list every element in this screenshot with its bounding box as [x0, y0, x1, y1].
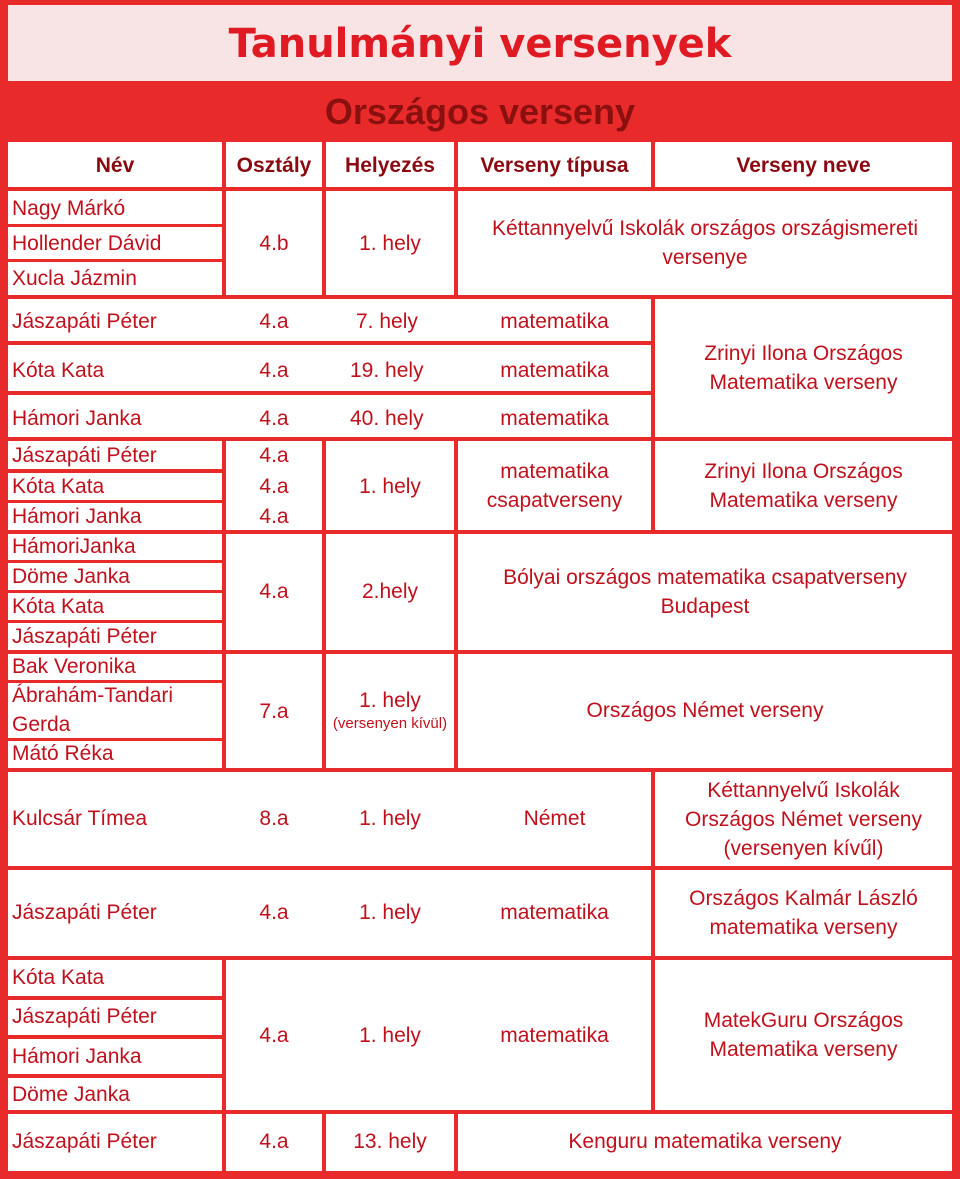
class-value: 7.a	[259, 700, 289, 723]
place-value: 1. hely	[359, 901, 421, 924]
place-value: 1. hely	[359, 232, 421, 255]
place-value: 1. hely	[359, 475, 421, 498]
student-name: Kóta Kata	[12, 966, 105, 989]
student-name: Döme Janka	[12, 565, 130, 588]
competition-type: matematika csapatverseny	[486, 459, 623, 512]
student-name: HámoriJanka	[12, 535, 136, 558]
class-value: 8.a	[259, 807, 289, 830]
class-value: 4.a	[259, 901, 289, 924]
page-title: Tanulmányi versenyek	[228, 21, 732, 67]
competition-name: Kenguru matematika verseny	[568, 1130, 842, 1153]
place-value: 1. hely	[359, 689, 421, 712]
competition-name: Országos Kalmár László matematika verseny	[689, 887, 918, 939]
student-name: Nagy Márkó	[12, 197, 126, 220]
header-type: Verseny típusa	[480, 154, 629, 177]
place-value: 19. hely	[350, 359, 424, 382]
student-name: Kóta Kata	[12, 595, 105, 618]
place-value: 7. hely	[356, 310, 418, 333]
header-place: Helyezés	[345, 154, 435, 177]
class-value: 4.a	[259, 1024, 289, 1047]
student-name: Jászapáti Péter	[12, 1130, 157, 1153]
student-name: Kóta Kata	[12, 359, 105, 382]
student-name: Hámori Janka	[12, 1045, 142, 1068]
competition-name: Zrinyi Ilona Országos Matematika verseny	[704, 459, 903, 512]
student-name: Jászapáti Péter	[12, 310, 157, 333]
student-name: Kulcsár Tímea	[12, 807, 147, 830]
class-value: 4.a	[259, 359, 289, 382]
class-value: 4.a	[259, 580, 289, 603]
class-value: 4.a	[259, 505, 289, 528]
student-name: Mátó Réka	[12, 742, 114, 765]
student-name: Ábrahám-Tandari Gerda	[12, 684, 174, 736]
competition-type: Német	[523, 807, 586, 830]
class-value: 4.a	[259, 444, 289, 467]
student-name: Jászapáti Péter	[12, 625, 157, 648]
header-name: Név	[95, 154, 135, 177]
place-value: 2.hely	[361, 580, 419, 603]
place-value: 1. hely	[359, 807, 421, 830]
competition-type: matematika	[500, 901, 609, 924]
place-note: (versenyen kívül)	[332, 715, 448, 732]
student-name: Jászapáti Péter	[12, 901, 157, 924]
place-value: 40. hely	[350, 407, 424, 430]
competition-name: Kéttannyelvű Iskolák országos országismereti versenye	[491, 217, 919, 269]
competition-type: matematika	[500, 359, 609, 382]
place-value: 1. hely	[359, 1024, 421, 1047]
student-name: Jászapáti Péter	[12, 1005, 157, 1028]
class-value: 4.a	[259, 1130, 289, 1153]
competition-name: Kéttannyelvű Iskolák Országos Német verseny (versenyen kívűl)	[685, 778, 922, 860]
competition-type: matematika	[500, 310, 609, 333]
class-value: 4.a	[259, 310, 289, 333]
competition-name: Zrinyi Ilona Országos Matematika verseny	[704, 342, 903, 394]
student-name: Jászapáti Péter	[12, 444, 157, 467]
class-value: 4.a	[259, 475, 289, 498]
competition-name: Bólyai országos matematika csapatverseny Budapest	[503, 566, 907, 618]
class-value: 4.a	[259, 407, 289, 430]
student-name: Döme Janka	[12, 1083, 130, 1106]
place-value: 13. hely	[353, 1130, 427, 1153]
section-subtitle: Országos verseny	[324, 91, 636, 132]
competition-type: matematika	[500, 407, 609, 430]
student-name: Hollender Dávid	[12, 232, 162, 255]
student-name: Xucla Jázmin	[12, 267, 137, 290]
student-name: Hámori Janka	[12, 407, 142, 430]
student-name: Bak Veronika	[12, 655, 136, 678]
class-value: 4.b	[259, 232, 289, 255]
student-name: Kóta Kata	[12, 475, 105, 498]
competition-name: MatekGuru Országos Matematika verseny	[703, 1009, 904, 1061]
header-class: Osztály	[236, 154, 312, 177]
competition-name: Országos Német verseny	[586, 699, 824, 722]
student-name: Hámori Janka	[12, 505, 142, 528]
competition-type: matematika	[500, 1024, 609, 1047]
header-competition: Verseny neve	[736, 154, 871, 177]
